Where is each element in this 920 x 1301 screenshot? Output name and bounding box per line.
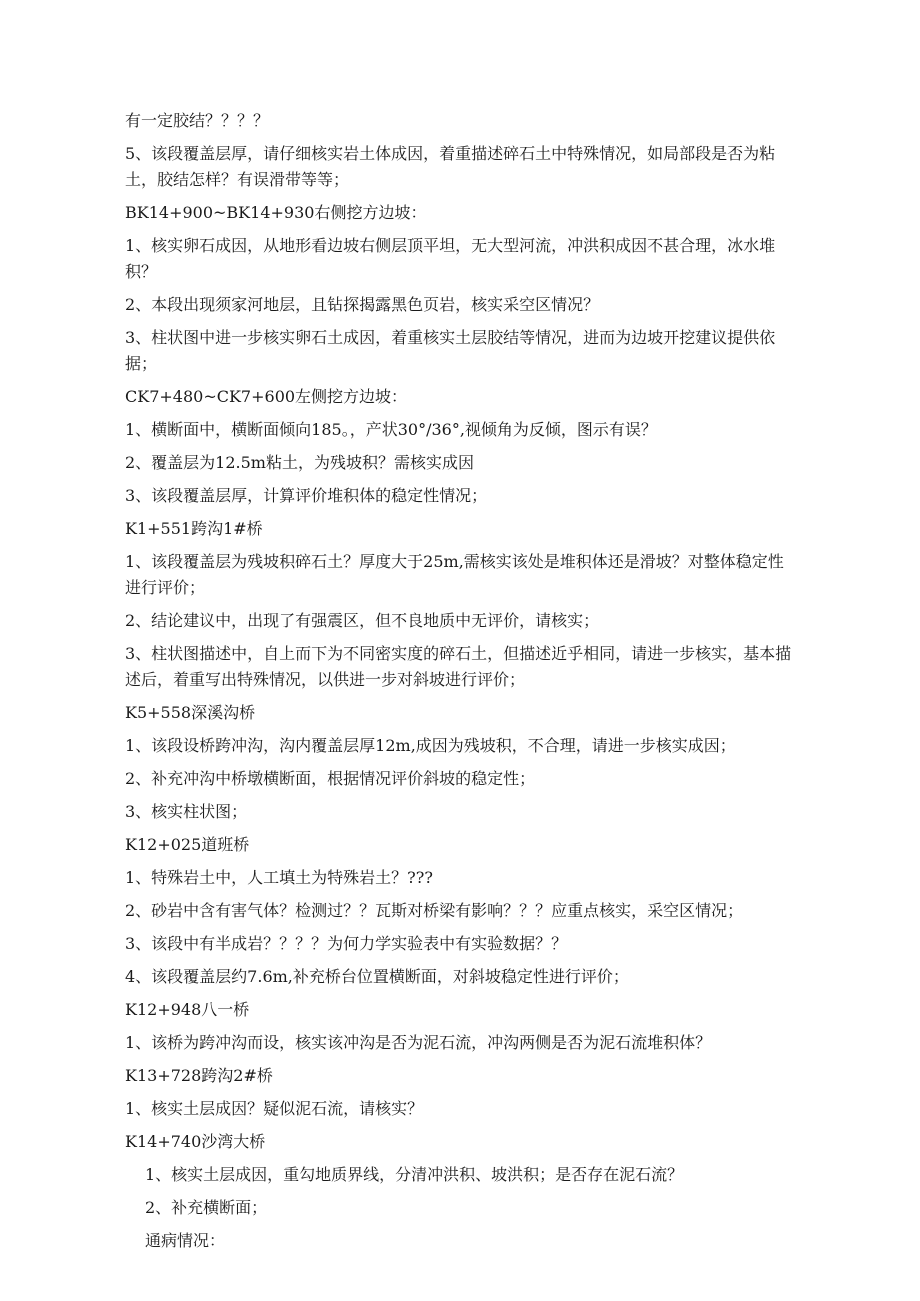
review-item: 3、柱状图描述中，自上而下为不同密实度的碎石土，但描述近乎相同，请进一步核实，基本描述后，着重写出特殊情况，以供进一步对斜坡进行评价； — [125, 644, 792, 689]
text-line: 有一定胶结？？？？ — [125, 111, 270, 130]
document-body — [125, 108, 795, 1261]
review-item: 3、核实柱状图； — [125, 802, 248, 821]
review-item: 2、补充横断面； — [145, 1198, 268, 1217]
review-item: 3、该段中有半成岩？？？？为何力学实验表中有实验数据？？ — [125, 934, 568, 953]
review-item: 2、结论建议中，出现了有强震区，但不良地质中无评价，请核实； — [125, 611, 600, 630]
review-item: 1、核实土层成因，重勾地质界线，分清冲洪积、坡洪积；是否存在泥石流？ — [145, 1165, 684, 1184]
review-item: 2、覆盖层为12.5m粘土，为残坡积？需核实成因 — [125, 453, 474, 472]
review-item: 5、该段覆盖层厚，请仔细核实岩土体成因，着重描述碎石土中特殊情况，如局部段是否为粘土，胶结怎样？有误滑带等等； — [125, 144, 776, 189]
review-item: 1、横断面中，横断面倾向185。，产状30°/36°,视倾角为反倾，图示有误？ — [125, 420, 657, 439]
review-item: 4、该段覆盖层约7.6m,补充桥台位置横断面，对斜坡稳定性进行评价； — [125, 967, 629, 986]
section-heading: K14+740沙湾大桥 — [125, 1132, 266, 1151]
review-item: 1、核实卵石成因，从地形看边坡右侧层顶平坦，无大型河流，冲洪积成因不甚合理，冰水堆积？ — [125, 236, 776, 281]
section-heading: BK14+900~BK14+930右侧挖方边坡： — [125, 203, 427, 222]
section-heading: K12+025道班桥 — [125, 835, 250, 854]
review-item: 1、该段设桥跨冲沟，沟内覆盖层厚12m,成因为残坡积，不合理，请进一步核实成因； — [125, 736, 736, 755]
section-heading: K5+558深溪沟桥 — [125, 703, 256, 722]
section-heading: CK7+480~CK7+600左侧挖方边坡： — [125, 387, 408, 406]
review-item: 1、该段覆盖层为残坡积碎石土？厚度大于25m,需核实该处是堆积体还是滑坡？对整体稳定性进行评价； — [125, 552, 784, 597]
text-line: 通病情况： — [145, 1231, 226, 1250]
review-item: 3、柱状图中进一步核实卵石土成因，着重核实土层胶结等情况，进而为边坡开挖建议提供依据； — [125, 328, 776, 373]
review-item: 1、核实土层成因？疑似泥石流，请核实？ — [125, 1099, 424, 1118]
review-item: 2、本段出现须家河地层，且钻探揭露黑色页岩，核实采空区情况？ — [125, 295, 600, 314]
section-heading: K13+728跨沟2#桥 — [125, 1066, 273, 1085]
section-heading: K12+948八一桥 — [125, 1000, 250, 1019]
review-item: 2、补充冲沟中桥墩横断面，根据情况评价斜坡的稳定性； — [125, 769, 536, 788]
review-item: 3、该段覆盖层厚，计算评价堆积体的稳定性情况； — [125, 486, 488, 505]
review-item: 1、该桥为跨冲沟而设，核实该冲沟是否为泥石流，冲沟两侧是否为泥石流堆积体？ — [125, 1033, 712, 1052]
review-item: 1、特殊岩土中，人工填土为特殊岩土？??? — [125, 868, 433, 887]
review-item: 2、砂岩中含有害气体？检测过？？瓦斯对桥梁有影响？？？应重点核实，采空区情况； — [125, 901, 744, 920]
section-heading: K1+551跨沟1#桥 — [125, 519, 263, 538]
